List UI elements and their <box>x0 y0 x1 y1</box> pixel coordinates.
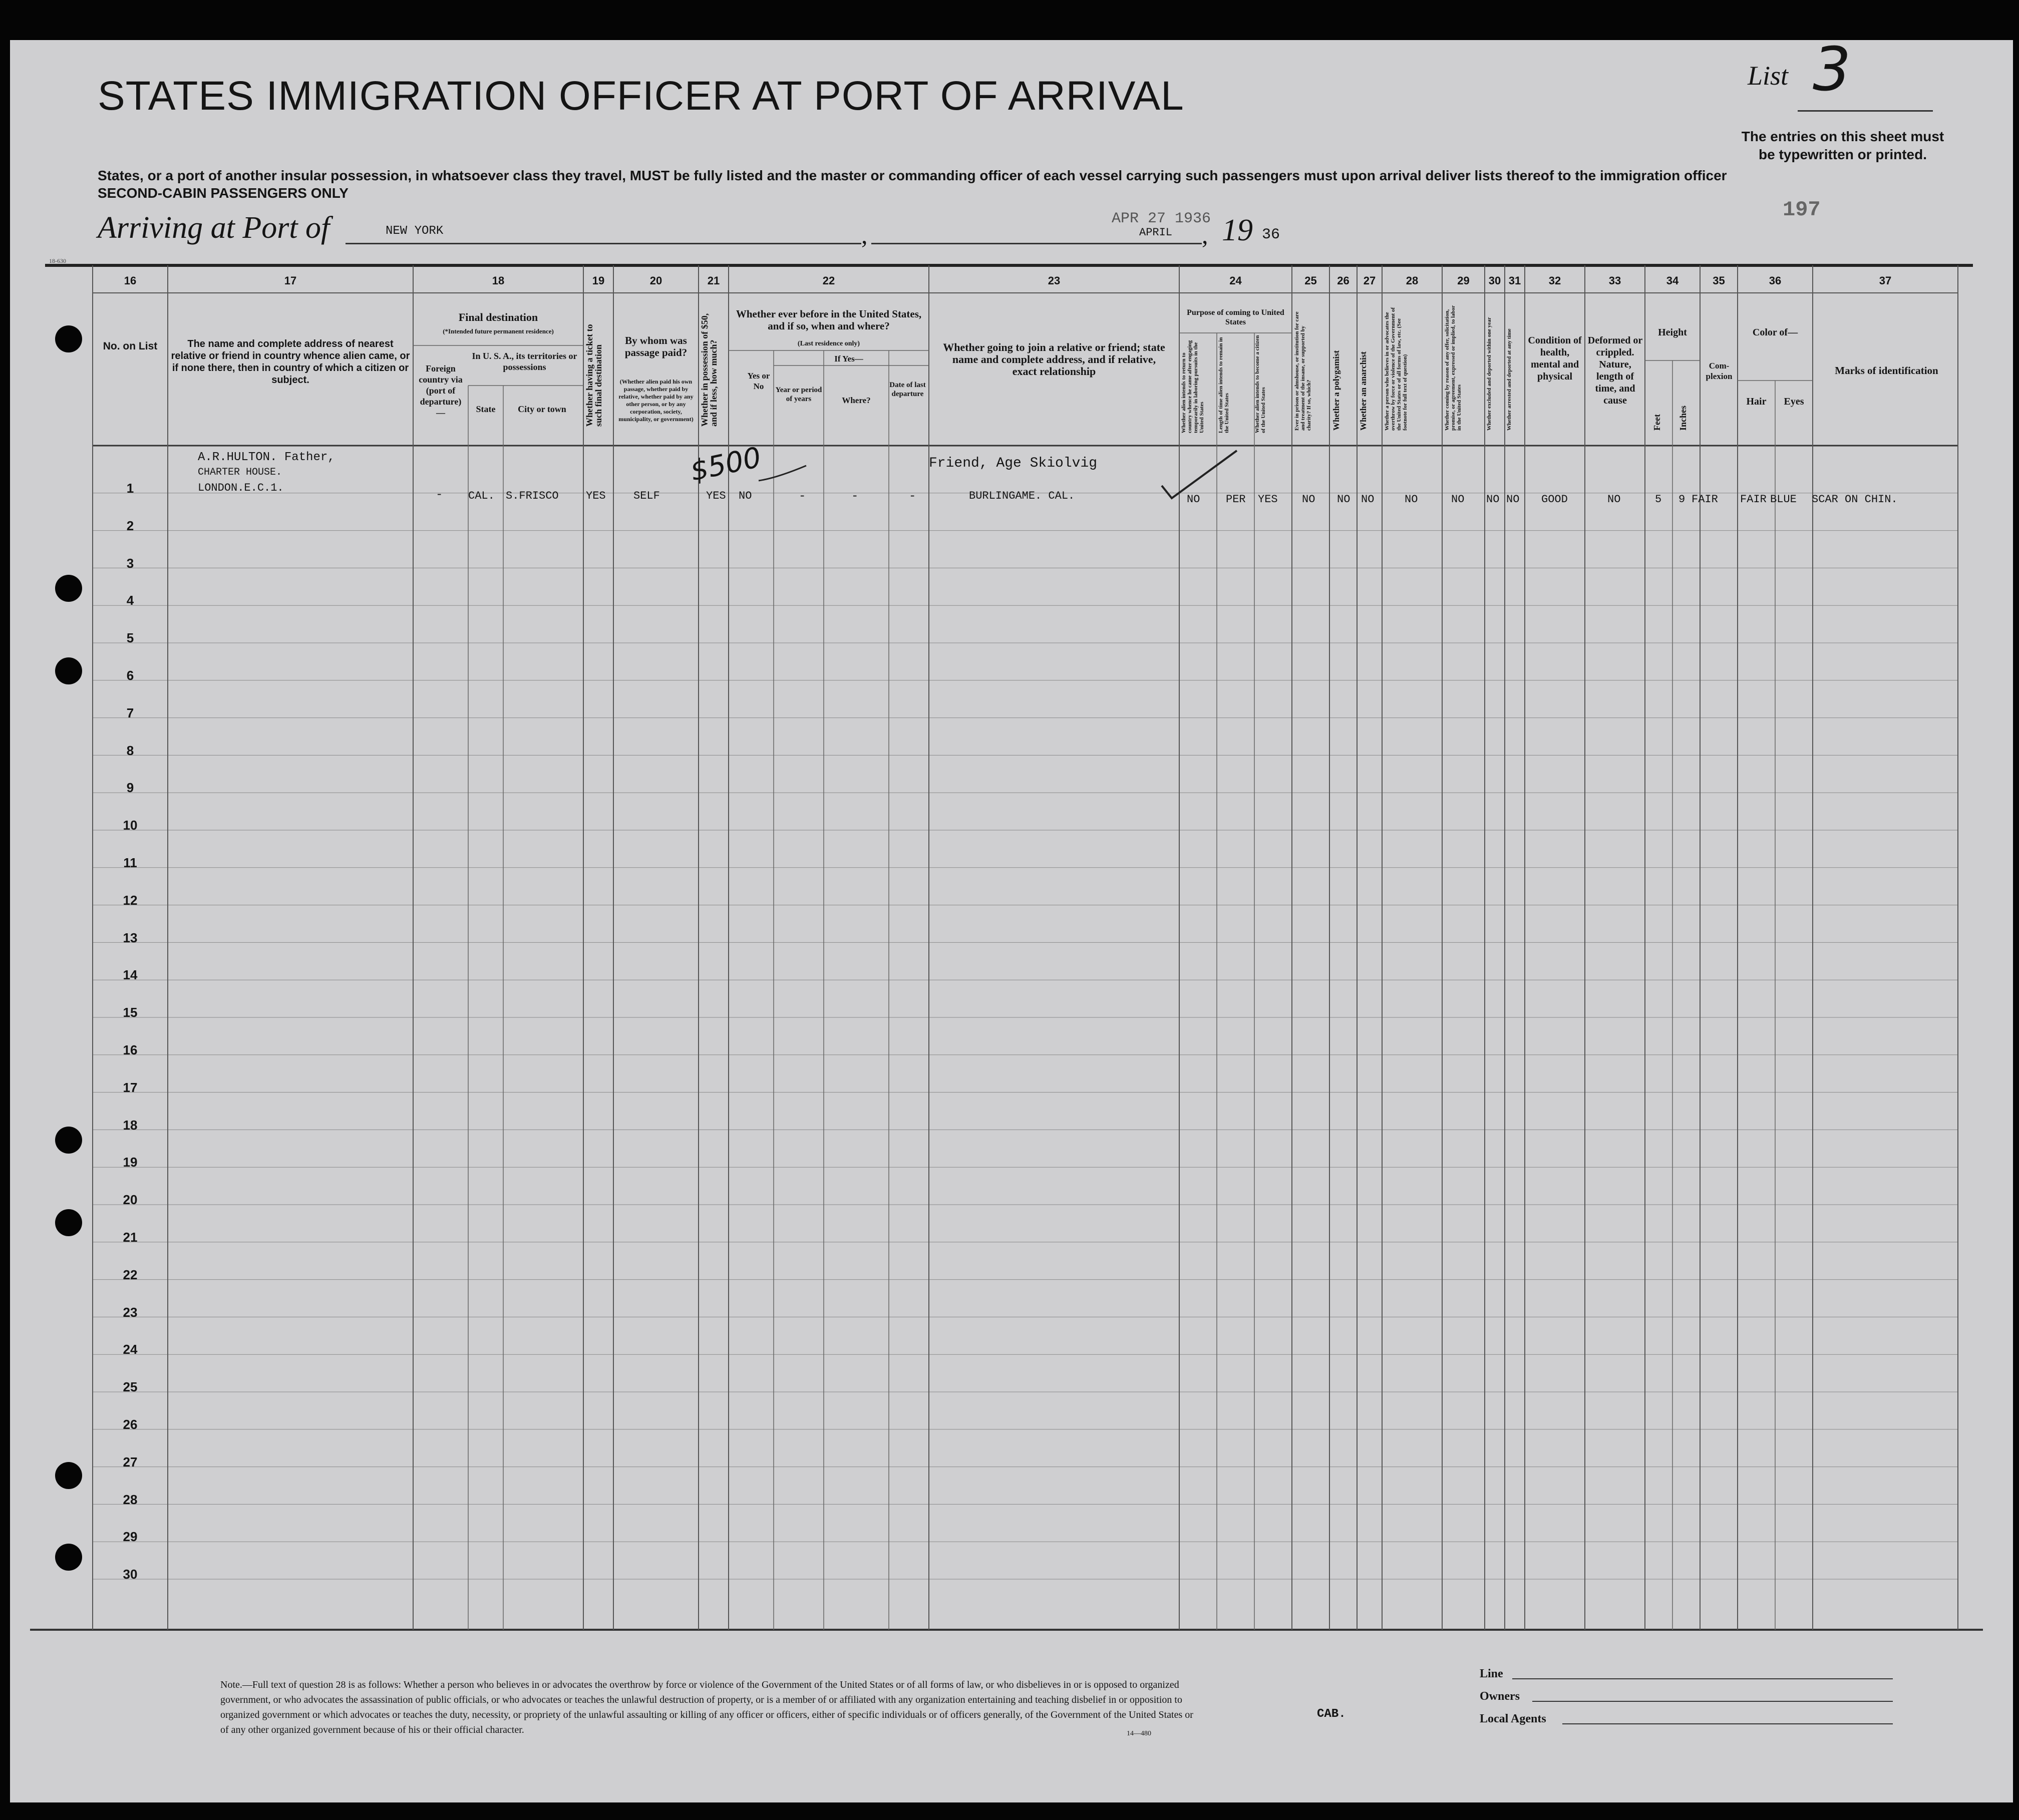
header-by-whom-paid: By whom was passage paid? <box>624 334 688 358</box>
header-money: Whether in possession of $50, and if less, how much? <box>700 313 719 427</box>
row-number: 30 <box>123 1567 138 1582</box>
year-suffix: 36 <box>1262 226 1280 243</box>
header-deformed: Deformed or crippled. Nature, length of time, and cause <box>1587 335 1643 406</box>
header-inches: Inches <box>1678 405 1688 431</box>
header-by-whom-sub: (Whether alien paid his own passage, whether paid by relative, whether paid by any other person, or by any corporation, society, municipality, or government) <box>618 378 694 423</box>
punch-hole-1 <box>55 325 82 352</box>
header-excluded: Whether excluded and deported within one year <box>1486 317 1492 431</box>
header-final-destination: Final destination <box>458 311 538 323</box>
header-join-relative: Whether going to join a relative or friend; state name and complete address, and if relative, exact relationship <box>943 341 1165 378</box>
list-label: List <box>1748 61 1789 91</box>
paid-by-value: SELF <box>633 490 660 502</box>
header-purpose-length: Length of time alien intends to remain in the United States <box>1218 337 1230 433</box>
col-num-34: 34 <box>1666 274 1679 287</box>
col-num-23: 23 <box>1048 274 1061 287</box>
col-num-30: 30 <box>1488 274 1501 287</box>
deported-value: NO <box>1506 493 1520 506</box>
header-purpose: Purpose of coming to United States <box>1187 308 1284 326</box>
row-number: 16 <box>123 1042 138 1057</box>
form-title: STATES IMMIGRATION OFFICER AT PORT OF ARRIVAL <box>98 73 1184 119</box>
header-before-sub: (Last residence only) <box>797 340 860 347</box>
header-overthrow: Whether a person who believes in or advocates the overthrow by force or violence of the Government of the United States or of all forms of law, etc. (See footnote for full text of question) <box>1384 307 1408 431</box>
col-num-35: 35 <box>1713 274 1725 287</box>
port-value: NEW YORK <box>386 224 444 238</box>
row-number: 4 <box>126 593 134 608</box>
row-number: 27 <box>123 1454 138 1470</box>
header-height: Height <box>1658 327 1687 338</box>
state-value: CAL. <box>468 490 495 502</box>
local-agents-label: Local Agents <box>1480 1712 1546 1725</box>
header-in-usa: In U. S. A., its territories or possessions <box>472 351 577 372</box>
col-num-20: 20 <box>649 274 662 287</box>
form-number: 18-630 <box>49 257 66 264</box>
footnote-question-28: Note.—Full text of question 28 is as follows: Whether a person who believes in or advocates the overthrow by force or violence of the Government of the United States or of all forms of law, or who disbelieves in or is opposed to organized government, or who advocates the assassination of public officials, or who advocates or teaches the unlawful destruction of property, or is a member of or affiliated with any organization entertaining and teaching disbelief in or opposition to organized government or which advocates or teaches the duty, necessity, or propriety of the unlawful assaulting or killing of any officer or officers, either of specific individuals or of officers generally, of the Government of the United States or of any other organized government because of his or their official character. <box>220 1679 1193 1735</box>
line-label: Line <box>1480 1667 1503 1680</box>
class-line: SECOND-CABIN PASSENGERS ONLY <box>98 185 349 201</box>
month-value: APRIL <box>1139 226 1173 239</box>
form-code: 14—480 <box>1127 1730 1151 1737</box>
header-date-departure: Date of last departure <box>889 381 926 398</box>
header-purpose-citizen: Whether alien intends to become a citizen of the United States <box>1254 335 1266 433</box>
year-value: - <box>799 490 806 503</box>
year-prefix: 19 <box>1222 213 1253 247</box>
immigration-form-sheet <box>10 40 2013 1802</box>
city-value: S.FRISCO <box>506 490 559 502</box>
header-labor-offer: Whether coming by reason of any offer, solicitation, promise, or agreement, expressed or implied, to labor in the United States <box>1444 305 1462 431</box>
hair-value: FAIR <box>1740 493 1767 506</box>
cab-label: CAB. <box>1317 1707 1346 1721</box>
row-number: 9 <box>126 780 134 796</box>
deformed-value: NO <box>1607 493 1621 506</box>
punch-hole-4 <box>55 1127 82 1154</box>
col-num-22: 22 <box>822 274 835 287</box>
punch-hole-2 <box>55 575 82 602</box>
prison-value: NO <box>1302 493 1315 506</box>
comma-separator-2: , <box>1202 221 1208 249</box>
typed-note-line1: The entries on this sheet must <box>1741 129 1944 144</box>
punch-hole-3 <box>55 657 82 684</box>
date-departure-value: - <box>909 490 916 503</box>
col-num-16: 16 <box>124 274 137 287</box>
row-number: 8 <box>126 743 134 758</box>
overthrow-value: NO <box>1405 493 1418 506</box>
header-yes-no: Yes or No <box>747 371 770 391</box>
row-number: 15 <box>123 1005 138 1020</box>
header-before-in-us: Whether ever before in the United States, and if so, when and where? <box>736 308 922 332</box>
col-num-24: 24 <box>1229 274 1242 287</box>
header-final-destination-sub: (*Intended future permanent residence) <box>443 327 554 335</box>
row-number: 11 <box>123 855 137 870</box>
return-intent-value: NO <box>1187 493 1200 506</box>
punch-hole-7 <box>55 1544 82 1571</box>
header-state: State <box>476 404 496 414</box>
complexion-value: FAIR <box>1692 493 1718 506</box>
row-number: 25 <box>123 1379 138 1395</box>
row-number: 18 <box>123 1117 138 1133</box>
header-health: Condition of health, mental and physical <box>1528 335 1582 382</box>
row-number: 7 <box>126 705 134 720</box>
row-number: 10 <box>123 818 138 833</box>
col-num-37: 37 <box>1879 274 1892 287</box>
row-number: 1 <box>126 481 134 496</box>
labor-offer-value: NO <box>1451 493 1465 506</box>
header-deported: Whether arrested and deported at any time <box>1506 328 1512 431</box>
money-value: YES <box>706 490 726 502</box>
polygamist-value: NO <box>1337 493 1351 506</box>
col-num-19: 19 <box>592 274 605 287</box>
col-num-21: 21 <box>707 274 720 287</box>
owners-field-underline <box>1532 1701 1893 1702</box>
inches-value: 9 <box>1678 493 1686 506</box>
header-where: Where? <box>842 396 871 405</box>
join-line-2: BURLINGAME. CAL. <box>969 490 1075 502</box>
agents-field-underline <box>1562 1723 1893 1724</box>
col-num-17: 17 <box>284 274 297 287</box>
row-number: 26 <box>123 1417 138 1432</box>
row-number: 22 <box>123 1267 138 1282</box>
before-in-us-value: NO <box>739 490 752 502</box>
row-number: 24 <box>123 1342 138 1357</box>
header-foreign-country: Foreign country via (port of departure)— <box>419 363 463 418</box>
date-stamp: APR 27 1936 <box>1112 210 1211 227</box>
list-underline <box>1798 110 1933 112</box>
health-value: GOOD <box>1541 493 1568 506</box>
instructions: States, or a port of another insular possession, in whatsoever class they travel, MUST be fully listed and the master or commanding officer of each vessel carrying such passengers must upon arrival deliver lists thereof to the immigration officer <box>98 168 1727 183</box>
line-field-underline <box>1512 1678 1893 1679</box>
relative-line-2: CHARTER HOUSE. <box>198 467 282 478</box>
col-num-29: 29 <box>1457 274 1470 287</box>
row-number: 20 <box>123 1192 138 1208</box>
feet-value: 5 <box>1655 493 1662 506</box>
header-color-of: Color of— <box>1752 327 1798 338</box>
header-if-yes: If Yes— <box>834 354 863 363</box>
owners-label: Owners <box>1480 1690 1520 1703</box>
header-eyes: Eyes <box>1784 396 1804 407</box>
col-num-28: 28 <box>1406 274 1419 287</box>
header-anarchist: Whether an anarchist <box>1359 351 1368 431</box>
list-number: 3 <box>1813 35 1851 105</box>
page-number: 197 <box>1783 198 1821 222</box>
header-no-on-list: No. on List <box>103 340 158 352</box>
relative-line-1: A.R.HULTON. Father, <box>198 451 335 464</box>
row-number: 23 <box>123 1304 138 1320</box>
header-complexion: Com- plexion <box>1706 361 1733 381</box>
row-number: 29 <box>123 1529 138 1545</box>
arriving-label: Arriving at Port of <box>98 211 330 245</box>
header-purpose-return: Whether alien intends to return to country whence he came after engaging temporarily in laboring pursuits in the United States <box>1181 340 1205 433</box>
ticket-value: YES <box>586 490 606 502</box>
row-number: 3 <box>126 555 134 571</box>
col-num-31: 31 <box>1508 274 1521 287</box>
col-num-18: 18 <box>492 274 505 287</box>
row-number: 21 <box>123 1230 138 1245</box>
header-ticket: Whether having a ticket to such final destination <box>584 324 603 427</box>
header-marks: Marks of identification <box>1835 365 1938 377</box>
col-num-33: 33 <box>1608 274 1621 287</box>
col-num-26: 26 <box>1337 274 1350 287</box>
anarchist-value: NO <box>1361 493 1375 506</box>
row-number: 19 <box>123 1155 138 1170</box>
header-city: City or town <box>518 404 566 414</box>
where-value: - <box>851 490 859 503</box>
header-feet: Feet <box>1652 414 1662 431</box>
marks-value: SCAR ON CHIN. <box>1812 493 1898 506</box>
comma-separator: , <box>861 221 868 249</box>
money-amount-handwritten: $500 <box>687 441 764 488</box>
col-num-25: 25 <box>1304 274 1317 287</box>
header-polygamist: Whether a polygamist <box>1331 350 1341 431</box>
row-number: 2 <box>126 518 134 533</box>
typewritten-note <box>1703 128 1983 164</box>
row-number: 13 <box>123 930 138 945</box>
row-number: 17 <box>123 1079 138 1095</box>
eyes-value: BLUE <box>1770 493 1797 506</box>
month-underline <box>871 243 1202 244</box>
row-number: 12 <box>123 892 138 908</box>
punch-hole-6 <box>55 1462 82 1489</box>
checkmark-icon <box>1157 446 1242 506</box>
header-prison: Ever in prison or almshouse, or institution for care and treatment of the insane, or supported by charity? If so, which? <box>1294 311 1312 431</box>
handwritten-dash-mark <box>756 461 811 491</box>
row-number: 6 <box>126 668 134 683</box>
row-number: 5 <box>126 630 134 646</box>
relative-line-3: LONDON.E.C.1. <box>198 482 284 494</box>
col-num-32: 32 <box>1548 274 1561 287</box>
col-num-27: 27 <box>1363 274 1376 287</box>
citizen-value: YES <box>1258 493 1278 506</box>
join-line-1: Friend, Age Skiolvig <box>929 456 1098 471</box>
header-nearest-relative: The name and complete address of nearest relative or friend in country whence alien came, or if none there, then in country of which a citizen or subject. <box>171 338 410 386</box>
foreign-country-value: - <box>436 488 443 502</box>
header-year: Year or period of years <box>775 386 822 403</box>
excluded-value: NO <box>1486 493 1500 506</box>
header-hair: Hair <box>1746 396 1767 407</box>
typed-note-line2: be typewritten or printed. <box>1758 147 1927 162</box>
row-number: 14 <box>123 967 138 983</box>
row-number: 28 <box>123 1492 138 1507</box>
port-underline <box>346 243 861 244</box>
col-num-36: 36 <box>1769 274 1782 287</box>
length-stay-value: PER <box>1226 493 1246 506</box>
punch-hole-5 <box>55 1209 82 1236</box>
